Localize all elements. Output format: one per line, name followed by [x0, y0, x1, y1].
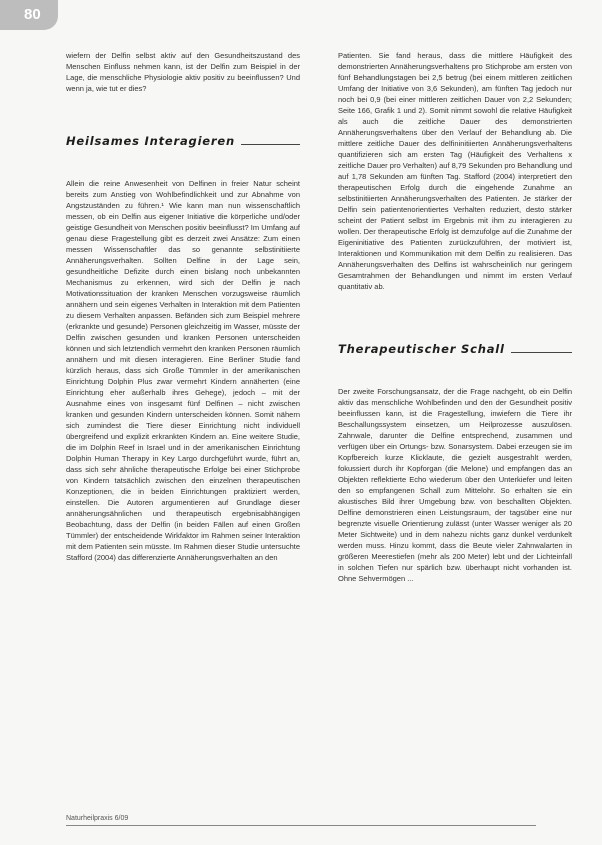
left-column [66, 50, 300, 563]
heading-rule [511, 352, 572, 353]
heading-rule [241, 144, 300, 145]
section-heading-heilsames [66, 134, 300, 148]
section-heading-therapeutischer [338, 342, 572, 356]
footer-rule [66, 825, 536, 826]
page-number: 80 [24, 6, 41, 23]
page-number-badge [0, 0, 58, 30]
heading-text: Therapeutischer Schall [338, 342, 505, 356]
footer-source: Naturheilpraxis 6/09 [66, 815, 129, 822]
right-column [338, 50, 572, 584]
heading-text: Heilsames Interagieren [66, 134, 235, 148]
intro-paragraph: wiefern der Delfin selbst aktiv auf den Gesundheitszustand des Menschen Einfluss nehmen kann, ist der Delfin zum Beispiel in der Lage, die menschliche Physiologie aktiv positiv zu beeinflussen? Und wenn ja, wie tut er dies? [66, 51, 300, 93]
body-paragraph: Allein die reine Anwesenheit von Delfinen in freier Natur scheint bereits zum Anstieg von Wohlbefindlichkeit und zur Abnahme von Angstzuständen zu führen.¹ Wie kann man nun wissenschaftlich messen, ob ein Delfin aus eigener Initiative die körperliche und/oder geistige Gesundheit von Menschen positiv beeinflusst? Im Umfang auf genau diese Fragestellung gibt es derzeit zwei Ansätze: Zum einen messen Wissenschaftler das so genannte selbstinitiierte Annäherungsverhalten. Sollten Delfine in der Lage sein, gesundheitliche Defizite durch einen bislang noch unbekannten Mechanismus zu erkennen, wird sich der Delfin je nach Motivationssituation der kranken Menschen vorzugsweise räumlich annähern und sein eigenes Verhalten in Interaktion mit dem Patienten zu diesem Verhalten anpassen. Befänden sich zum Beispiel mehrere (erkrankte und gesunde) Personen gleichzeitig im Wasser, müsste der Delfin zwischen gesunden und kranken Personen unterscheiden können und sich letztendlich vermehrt den kranken Personen räumlich annähern und mit diesen interagieren. Eine Berliner Studie fand kürzlich heraus, dass sich Große Tümmler in der amerikanischen Einrichtung Dolphin Plus zwar vermehrt Kindern annäherten (eine Einrichtung eher außerhalb ihres Gehege), jedoch – mit der Ausnahme eines von insgesamt fünf Delfinen – nicht zwischen kranken und gesunden Kindern unterscheiden können. Somit nähern sich zumindest die Tiere dieser Einrichtung nicht individuell übergreifend und explizit erkrankten Kindern an. Eine weitere Studie, die im Dolphin Reef in Israel und in der amerikanischen Einrichtung Dolphin Human Therapy in Key Largo durchgeführt wurde, führt an, dass sich sehr ähnliche therapeutische Erfolge bei einer Stichprobe von Kindern tatsächlich zwischen den einzelnen therapeutischen Konzeptionen, die in beiden Einrichtungen praktiziert werden, einstellen. Die Autoren argumentieren auf Grundlage dieser annäherungsähnlichen und therapeutisch ergebnisabhängigen Beobachtung, dass der Delfin (in beiden Fällen auf einen Großen Tümmler) der entscheidende Wirkfaktor im Rahmen seiner Interaktion mit dem Patienten sein müsste. Im Rahmen dieser Studie untersuchte Stafford (2004) das differenzierte Annäherungsverhalten an den [66, 179, 300, 562]
body-paragraph-continued: Patienten. Sie fand heraus, dass die mittlere Häufigkeit des demonstrierten Annäherungsverhaltens pro Stichprobe am ersten von fünf Behandlungstagen bei 2,5 betrug (bei einem mittleren zeitlichen Umfang der Initiative von 3,6 Sekunden), am fünften Tag jedoch nur noch bei 0,9 (bei einer mittleren zeitlichen Dauer von 2,2 Sekunden; Seite 166, Grafik 1 und 2). Somit nimmt sowohl die relative Häufigkeit als auch die zeitliche Dauer des demonstrierten Annäherungsverhaltens über den Verlauf der Behandlung ab. Die mittlere zeitliche Dauer des delfininitiierten Annäherungsverhaltens quantifizieren sich am ersten Tag (Häufigkeit des Verhaltens x zeitliche Dauer pro Verhalten) auf 8,79 Sekunden pro Behandlung und auf 1,78 Sekunden am fünften Tag. Stafford (2004) interpretiert den therapeutischen Erfolg durch die eingehende Zunahme an selbstinitiierten Annäherungsverhalten des Patienten. Je stärker der Delfin sein patientenorientiertes Verhalten reduziert, desto stärker scheint der Patient selbst im Ergebnis mit ihm zu interagieren zu wollen. Der therapeutische Erfolg ist demzufolge auf die Zunahme der Eigeninitiative des Patienten zurückzuführen, der motiviert ist, Interaktionen und Kommunikation mit dem Delfin zu realisieren. Das Annäherungsverhalten des Delfins ist wahrscheinlich nur geringem Gesamtrahmen der Behandlungen und nimmt im ersten Verlauf quantitativ ab. [338, 51, 572, 291]
body-paragraph-schall: Der zweite Forschungsansatz, der die Frage nachgeht, ob ein Delfin aktiv das menschliche Wohlbefinden und den der Gesundheit positiv beeinflussen kann, ist die Fragestellung, inwiefern die Tiere ihr Beschallungssystem einsetzen, um Heilprozesse auszulösen. Zahnwale, darunter die Delfine entsprechend, zusammen und verfügen über ein Ortungs- bzw. Sonarsystem. Dabei erzeugen sie im Kopfbereich kurze Klicklaute, die gezielt ausgestrahlt werden, fokussiert durch ihr Kopforgan (die Melone) und empfangen das an Objekten reflektierte Echo wiederum über den Unterkiefer und leiten den so empfangenen Schall zum Mittelohr. So erhalten sie ein akustisches Bild ihrer Umgebung bzw. von beschallten Objekten. Delfine demonstrieren einen Leistungsraum, der tagsüber eine nur begrenzte visuelle Orientierung zulässt (unter Wasser weniger als 20 Meter Sichtweite) und in dem nahezu nichts ganz dunkel verdunkelt werden muss. Hinzu kommt, dass die Beute vieler Zahnwalarten in größeren Meerestiefen (mehr als 200 Meter) lebt und der Lichteinfall in solchen Tiefen nur spärlich bzw. überhaupt nicht vorhanden ist. Ohne Sehvermögen ... [338, 387, 572, 583]
